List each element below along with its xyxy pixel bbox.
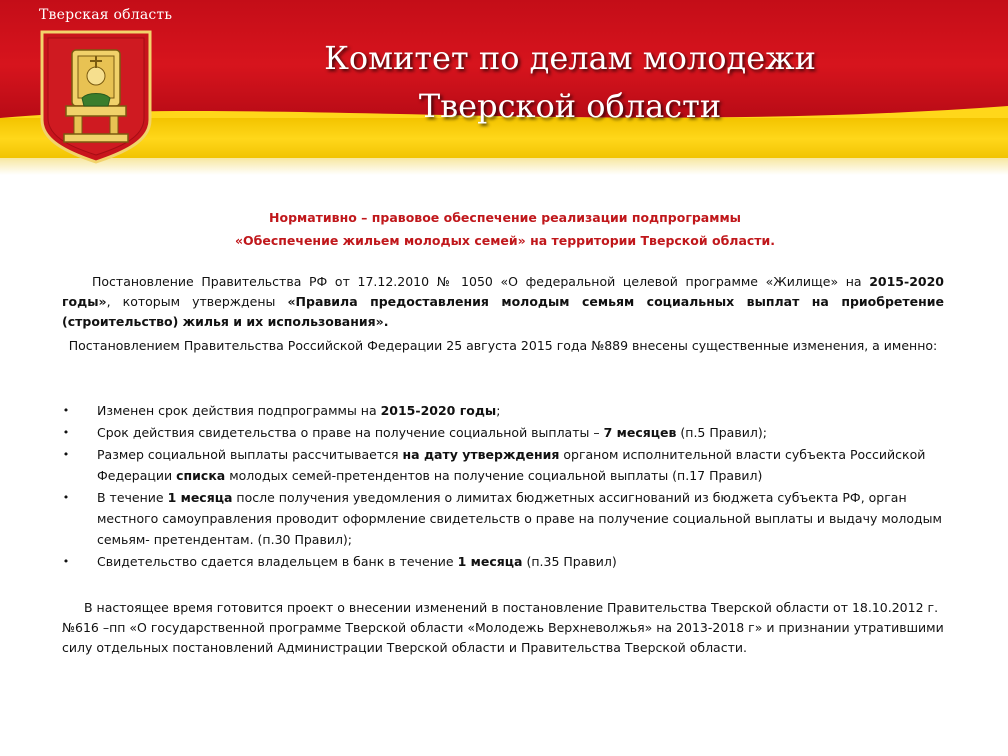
paragraph-draft-616: В настоящее время готовится проект о внесении изменений в постановление Правительства Тверской области от 18.10.2012 г. №616 –пп «О государственной программе Тверской области «Молодежь Верхневолжья» на 2013-2018 г» и признании утратившими силу отдельных постановлений Администрации Тверской области и Правительства Тверской области. [62, 600, 944, 655]
paragraph-resolution-1050 [62, 272, 944, 332]
list-item-bold: 2015-2020 годы [380, 403, 497, 418]
list-item-text: органом исполнительной власти субъекта Российской Федерации [97, 447, 926, 483]
title-line-1: Комитет по делам молодежи [324, 39, 816, 77]
list-item [57, 551, 947, 572]
bullet-icon: • [62, 404, 70, 417]
bullet-icon: • [62, 491, 70, 504]
paragraph-resolution-889: Постановлением Правительства Российской Федерации 25 августа 2015 года №889 внесены существенные изменения, а именно: [68, 338, 938, 353]
list-item [57, 444, 947, 486]
list-item-text: после получения уведомления о лимитах бюджетных ассигнований из бюджета субъекта РФ, орган местного самоуправления проводит оформление свидетельств о праве на получение социальной выплаты и выдачу молодым семьям- претендентам. (п.30 Правил); [97, 490, 942, 547]
list-item-text: Свидетельство сдается владельцем в банк в течение [97, 554, 458, 569]
list-item [57, 400, 947, 421]
para1-text-1: Постановление Правительства РФ от 17.12.2010 № 1050 «О федеральной целевой программе «Жилище» на [92, 274, 870, 289]
list-item-text: Срок действия свидетельства о праве на получение социальной выплаты – [97, 425, 604, 440]
coat-of-arms-icon [38, 28, 154, 164]
para1-bold-2: «Правила предоставления молодым семьям социальных выплат на приобретение (строительство) жилья и их использования». [62, 294, 945, 329]
list-item-text: (п.35 Правил) [522, 554, 617, 569]
page-title [250, 34, 890, 130]
para1-text-2: , которым утверждены [106, 294, 288, 309]
header-banner [0, 0, 1008, 175]
list-item-bold: 1 месяца [457, 554, 523, 569]
list-item-bold: на дату утверждения [402, 447, 560, 462]
list-item-text: Изменен срок действия подпрограммы на [97, 403, 381, 418]
title-line-2: Тверской области [418, 87, 722, 125]
section-heading [100, 206, 910, 252]
region-label: Тверская область [39, 7, 173, 23]
list-item [57, 422, 947, 443]
bullet-icon: • [62, 448, 70, 461]
heading-line-1: Нормативно – правовое обеспечение реализации подпрограммы [269, 210, 741, 225]
list-item-text: В течение [97, 490, 168, 505]
list-item [57, 487, 947, 550]
list-item-bold: 1 месяца [167, 490, 233, 505]
bullet-icon: • [62, 426, 70, 439]
list-item-text: (п.5 Правил); [676, 425, 767, 440]
changes-list [57, 400, 947, 573]
list-item-text: ; [496, 403, 501, 418]
list-item-bold: 7 месяцев [603, 425, 677, 440]
para1-bold-1: 2015-2020 годы» [62, 274, 944, 309]
list-item-text: Размер социальной выплаты рассчитывается [97, 447, 403, 462]
bullet-icon: • [62, 555, 70, 568]
heading-line-2: «Обеспечение жильем молодых семей» на территории Тверской области. [234, 233, 776, 248]
list-item-bold: списка [176, 468, 226, 483]
list-item-text: молодых семей-претендентов на получение социальной выплаты (п.17 Правил) [225, 468, 763, 483]
